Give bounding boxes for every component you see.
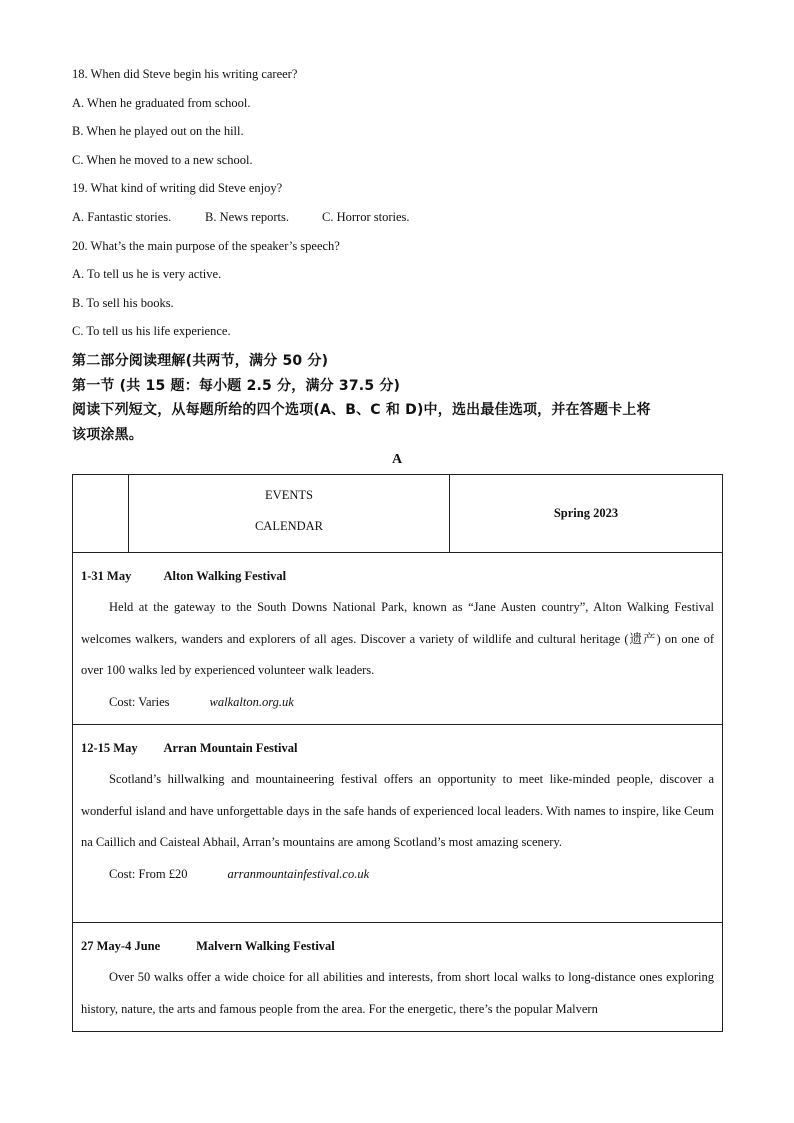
question-20-stem: 20. What’s the main purpose of the speaker’s speech?	[72, 239, 340, 253]
question-19-stem: 19. What kind of writing did Steve enjoy?	[72, 181, 283, 195]
calendar-header-row	[73, 475, 723, 553]
event-heading	[81, 561, 714, 592]
event-date: 12-15 May	[81, 741, 138, 756]
event-cell-alton	[73, 553, 723, 725]
instruction-line-1: 阅读下列短文，从每题所给的四个选项(A、B、C 和 D)中，选出最佳选项，并在答题卡上将	[72, 402, 651, 418]
events-calendar-table	[72, 474, 723, 1032]
event-cell-malvern	[73, 923, 723, 1032]
section-subtitle: 第一节 (共 15 题：每小题 2.5 分，满分 37.5 分)	[72, 378, 401, 394]
question-18-option-a: A. When he graduated from school.	[72, 96, 251, 110]
question-20-option-c: C. To tell us his life experience.	[72, 324, 231, 338]
event-name: Arran Mountain Festival	[163, 741, 298, 756]
question-18-stem: 18. When did Steve begin his writing career?	[72, 67, 298, 81]
question-19-option-b: B. News reports.	[205, 210, 290, 224]
event-heading	[81, 733, 714, 764]
event-cost-line	[81, 859, 714, 890]
event-description: Scotland’s hillwalking and mountaineering festival offers an opportunity to meet like-minded people, discover a wonderful island and have unforgettable days in the safe hands of experienced local leaders. With names to inspire, like Ceum na Caillich and Caisteal Abhail, Arran’s mountains are among Scotland’s most amazing scenery.	[81, 772, 714, 850]
event-website-link[interactable]: arranmountainfestival.co.uk	[227, 866, 370, 881]
question-20-option-a: A. To tell us he is very active.	[72, 267, 222, 281]
event-row	[73, 923, 723, 1032]
calendar-header-title-cell	[129, 475, 450, 553]
event-cost: Cost: Varies	[109, 694, 170, 709]
part-title: 第二部分阅读理解(共两节，满分 50 分)	[72, 353, 329, 369]
passage-label: A	[391, 452, 403, 467]
event-heading	[81, 931, 714, 962]
event-description: Over 50 walks offer a wide choice for all abilities and interests, from short local walks to long-distance ones exploring history, nature, the arts and famous people from the area. For the energetic, there’s the popular Malvern	[81, 970, 714, 1016]
event-date: 27 May-4 June	[81, 939, 161, 954]
calendar-season: Spring 2023	[450, 475, 723, 553]
event-name: Malvern Walking Festival	[196, 939, 335, 954]
event-row	[73, 553, 723, 725]
event-row	[73, 725, 723, 923]
event-website-link[interactable]: walkalton.org.uk	[209, 694, 294, 709]
instruction-line-2: 该项涂黑。	[72, 427, 143, 443]
event-name: Alton Walking Festival	[163, 569, 287, 583]
event-cell-arran	[73, 725, 723, 923]
event-cost-line	[81, 687, 714, 718]
question-18-option-b: B. When he played out on the hill.	[72, 124, 244, 138]
calendar-header-blank-cell	[73, 475, 129, 553]
question-19-option-a: A. Fantastic stories.	[72, 210, 172, 224]
question-19-options	[72, 210, 410, 225]
event-cost: Cost: From £20	[109, 866, 188, 881]
question-18-option-c: C. When he moved to a new school.	[72, 153, 253, 167]
question-20-option-b: B. To sell his books.	[72, 296, 174, 310]
question-19-option-c: C. Horror stories.	[322, 210, 410, 224]
calendar-header-line-1: EVENTS	[265, 488, 313, 502]
calendar-header-line-2: CALENDAR	[254, 519, 324, 533]
event-description: Held at the gateway to the South Downs National Park, known as “Jane Austen country”, Alton Walking Festival welcomes walkers, wanders and explorers of all ages. Discover a variety of wildlife and cultural heritage (遗产) on one of over 100 walks led by experienced volunteer walk leaders.	[81, 600, 714, 678]
event-date: 1-31 May	[81, 569, 132, 583]
